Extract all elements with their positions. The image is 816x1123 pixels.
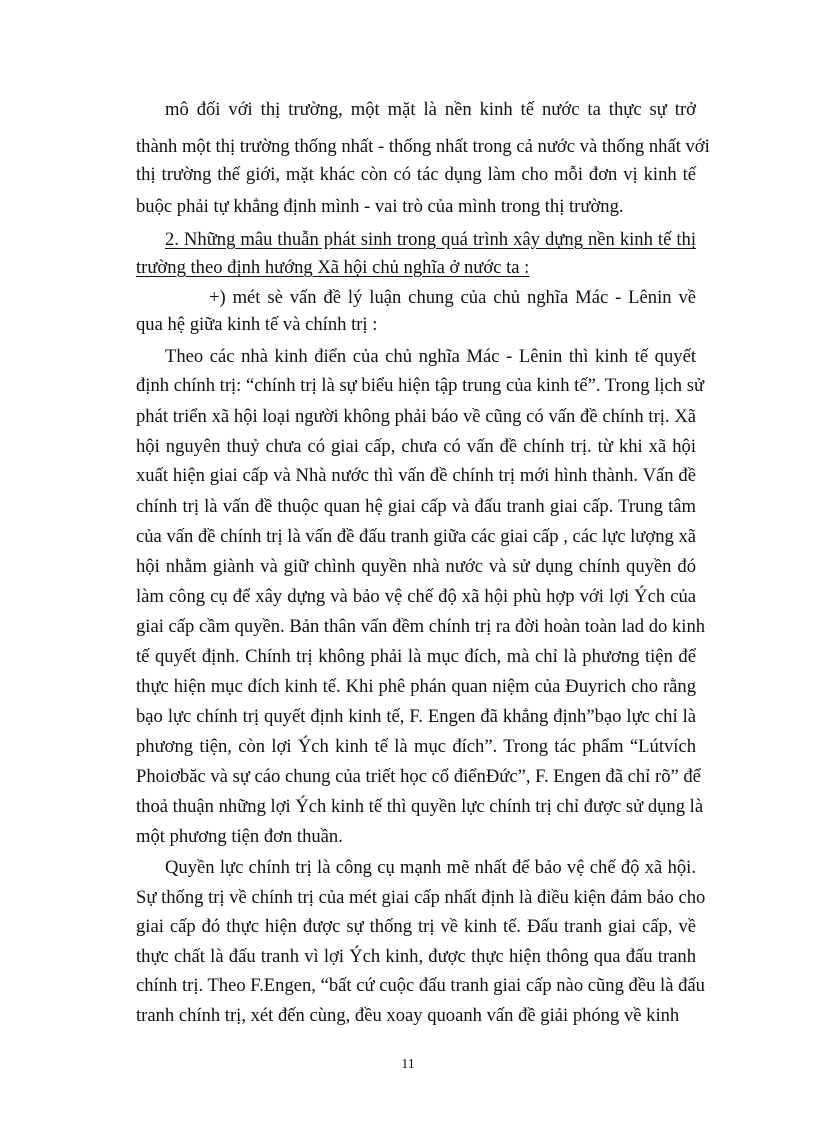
paragraph-line: bạo lực chính trị quyết định kinh tế, F. Engen đã khẳng định”bạo lực chỉ là <box>136 706 696 727</box>
paragraph-line: buộc phải tự khẳng định mình - vai trò của mình trong thị trường. <box>136 196 624 217</box>
paragraph-line: định chính trị: “chính trị là sự biểu hiện tập trung của kinh tế”. Trong lịch sử <box>136 375 705 396</box>
paragraph-line: làm công cụ để xây dựng và bảo vệ chế độ xã hội phù hợp với lợi Ých của <box>136 586 696 607</box>
paragraph-line: giai cấp đó thực hiện được sự thống trị về kinh tế. Đấu tranh giai cấp, về <box>136 916 696 937</box>
paragraph-line: phát triển xã hội loại người không phải báo về cũng có vấn đề chính trị. Xã <box>136 406 696 427</box>
paragraph-line: thoả thuận những lợi Ých kinh tế thì quyền lực chính trị chỉ được sử dụng là <box>136 796 704 817</box>
paragraph-line: Phoiơbăc và sự cáo chung của triết học cổ điểnĐức”, F. Engen đã chỉ rõ” để <box>136 766 701 787</box>
paragraph-line: của vấn đề chính trị là vấn đề đấu tranh giữa các giai cấp , các lực lượng xã <box>136 526 696 547</box>
page-number: 11 <box>401 1057 415 1072</box>
paragraph-line: tranh chính trị, xét đến cùng, đều xoay quoanh vấn đề giải phóng về kinh <box>136 1005 680 1026</box>
paragraph-line: qua hệ giữa kinh tế và chính trị : <box>136 314 378 335</box>
paragraph-line: thực chất là đấu tranh vì lợi Ých kinh, được thực hiện thông qua đấu tranh <box>136 946 696 967</box>
paragraph-line: thành một thị trường thống nhất - thống nhất trong cả nước và thống nhất với <box>136 136 710 157</box>
paragraph-line: mô đối với thị trường, một mặt là nền kinh tế nước ta thực sự trở <box>165 99 696 120</box>
paragraph-line: chính trị là vấn đề thuộc quan hệ giai cấp và đấu tranh giai cấp. Trung tâm <box>136 496 696 517</box>
paragraph-line: xuất hiện giai cấp và Nhà nước thì vấn đề chính trị mới hình thành. Vấn đề <box>136 465 696 486</box>
paragraph-line: một phương tiện đơn thuần. <box>136 826 343 847</box>
paragraph-line: +) mét sè vấn đề lý luận chung của chủ nghĩa Mác - Lênin về <box>209 287 696 308</box>
paragraph-line: hội nhằm giành và giữ chình quyền nhà nước và sử dụng chính quyền đó <box>136 556 696 577</box>
paragraph-line: phương tiện, còn lợi Ých kinh tế là mục đích”. Trong tác phẩm “Lútvích <box>136 736 696 757</box>
paragraph-line: Sự thống trị về chính trị của mét giai cấp nhất định là điều kiện đảm bảo cho <box>136 887 706 908</box>
paragraph-line: Quyền lực chính trị là công cụ mạnh mẽ nhất để bảo vệ chế độ xã hội. <box>165 857 696 878</box>
paragraph-line: thực hiện mục đích kinh tế. Khi phê phán quan niệm của Đuyrich cho rằng <box>136 676 696 697</box>
paragraph-line: hội nguyên thuỷ chưa có giai cấp, chưa có vấn đề chính trị. từ khi xã hội <box>136 436 696 457</box>
section-heading-line: trường theo định hướng Xã hội chủ nghĩa ở nước ta : <box>136 257 530 278</box>
paragraph-line: thị trường thế giới, mặt khác còn có tác dụng làm cho mỗi đơn vị kinh tế <box>136 164 696 185</box>
paragraph-line: tế quyết định. Chính trị không phải là mục đích, mà chỉ là phương tiện để <box>136 646 696 667</box>
paragraph-line: giai cấp cầm quyền. Bản thân vấn đềm chính trị ra đời hoàn toàn lad do kinh <box>136 616 706 637</box>
paragraph-line: chính trị. Theo F.Engen, “bất cứ cuộc đấu tranh giai cấp nào cũng đều là đấu <box>136 975 705 996</box>
section-heading-line: 2. Những mâu thuẫn phát sinh trong quá trình xây dựng nền kinh tế thị <box>165 229 696 250</box>
paragraph-line: Theo các nhà kinh điển của chủ nghĩa Mác - Lênin thì kinh tế quyết <box>165 346 696 367</box>
